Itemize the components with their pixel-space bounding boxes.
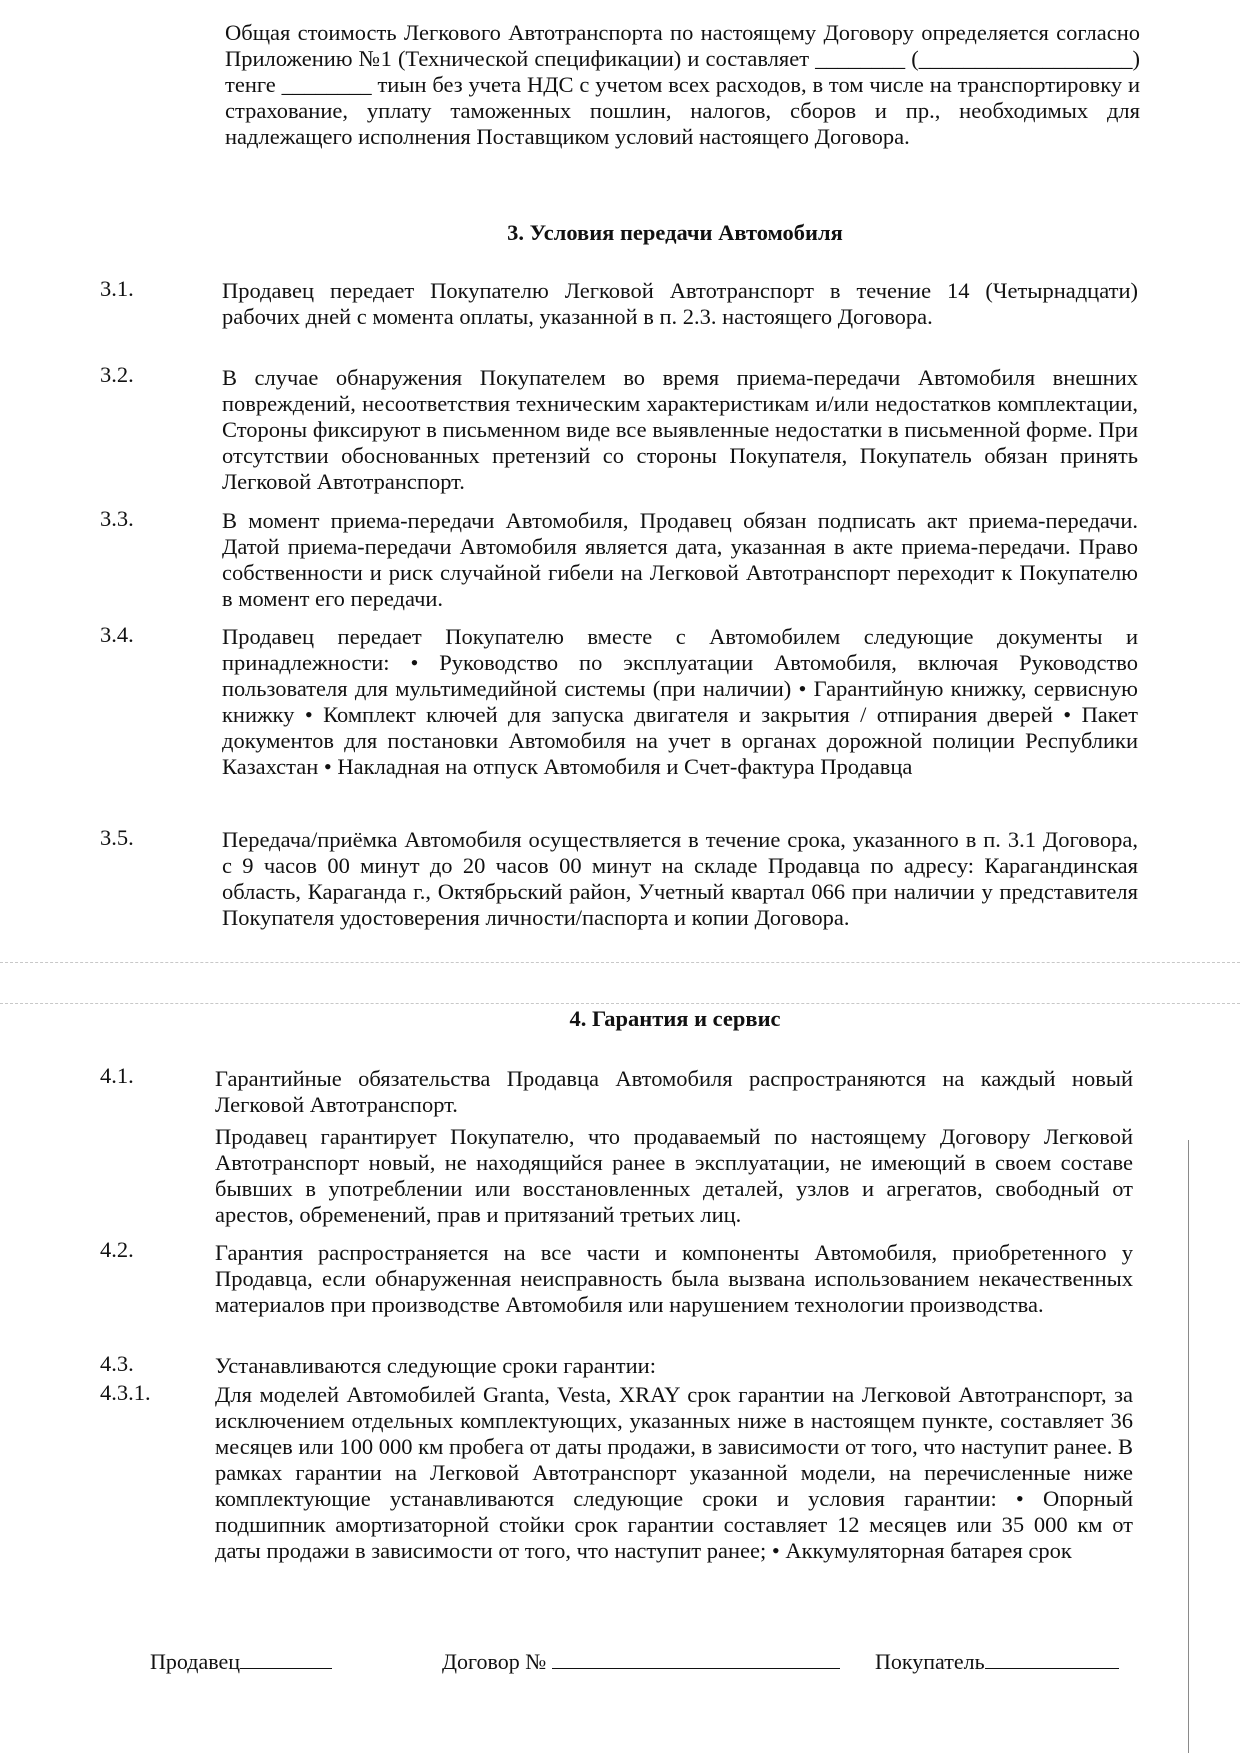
clause-4-3-1-text: Для моделей Автомобилей Granta, Vesta, XRAY срок гарантии на Легковой Автотранспорт, за исключением отдельных комплектующих, указанных ниже в настоящем пункте, составляет 36 месяцев или 100 000 км пробега от даты продажи, в зависимости от того, что наступит ранее. В рамках гарантии на Легковой Автотранспорт указанной модели, на перечисленные ниже комплектующие устанавливаются следующие сроки и условия гарантии: • Опорный подшипник амортизаторной стойки срок гарантии составляет 12 месяцев или 35 000 км от даты продажи в зависимости от того, что наступит ранее; • Аккумуляторная батарея срок bbox=[215, 1382, 1133, 1563]
clause-number: 3.3. bbox=[100, 506, 134, 531]
footer-contract-label: Договор № bbox=[442, 1649, 547, 1674]
section-3-heading: 3. Условия передачи Автомобиля bbox=[507, 220, 843, 245]
clause-number: 4.3.1. bbox=[100, 1380, 151, 1405]
clause-4-1-text: Гарантийные обязательства Продавца Автомобиля распространяются на каждый новый Легковой Автотранспорт. bbox=[215, 1066, 1133, 1117]
footer-seller bbox=[150, 1648, 332, 1675]
clause-number: 4.2. bbox=[100, 1237, 134, 1262]
buyer-signature-line bbox=[985, 1648, 1119, 1669]
clause-4-2-text: Гарантия распространяется на все части и компоненты Автомобиля, приобретенного у Продавца, если обнаруженная неисправность была вызвана использованием некачественных материалов при производстве Автомобиля или нарушением технологии производства. bbox=[215, 1240, 1133, 1317]
footer-buyer bbox=[875, 1648, 1119, 1675]
clause-number: 4.3. bbox=[100, 1351, 134, 1376]
clause-3-4-text: Продавец передает Покупателю вместе с Автомобилем следующие документы и принадлежности: • Руководство по эксплуатации Автомобиля, включая Руководство пользователя для мультимедийной системы (при наличии) • Гарантийную книжку, сервисную книжку • Комплект ключей для запуска двигателя и закрытия / отпирания дверей • Пакет документов для постановки Автомобиля на учет в органах дорожной полиции Республики Казахстан • Накладная на отпуск Автомобиля и Счет-фактура Продавца bbox=[222, 624, 1138, 779]
intro-paragraph: Общая стоимость Легкового Автотранспорта по настоящему Договору определяется согласно Приложению №1 (Технической спецификации) и составляет ________ (___________________) тенге ________ тиын без учета НДС с учетом всех расходов, в том числе на транспортировку и страхование, уплату таможенных пошлин, налогов, сборов и пр., необходимых для надлежащего исполнения Поставщиком условий настоящего Договора. bbox=[225, 20, 1140, 149]
clause-3-3-text: В момент приема-передачи Автомобиля, Продавец обязан подписать акт приема-передачи. Датой приема-передачи Автомобиля является дата, указанная в акте приема-передачи. Право собственности и риск случайной гибели на Легковой Автотранспорт переходит к Покупателю в момент его передачи. bbox=[222, 508, 1138, 611]
footer-seller-label: Продавец bbox=[150, 1649, 241, 1674]
section-4-heading: 4. Гарантия и сервис bbox=[569, 1006, 781, 1031]
clause-number: 3.1. bbox=[100, 276, 134, 301]
scan-artifact-line bbox=[0, 1003, 1240, 1005]
clause-3-5-text: Передача/приёмка Автомобиля осуществляется в течение срока, указанного в п. 3.1 Договора, с 9 часов 00 минут до 20 часов 00 минут на складе Продавца по адресу: Карагандинская область, Караганда г., Октябрьский район, Учетный квартал 066 при наличии у представителя Покупателя удостоверения личности/паспорта и копии Договора. bbox=[222, 827, 1138, 930]
footer-contract bbox=[442, 1648, 840, 1675]
clause-3-1-text: Продавец передает Покупателю Легковой Автотранспорт в течение 14 (Четырнадцати) рабочих дней с момента оплаты, указанной в п. 2.3. настоящего Договора. bbox=[222, 278, 1138, 329]
clause-4-1-paragraph-2: Продавец гарантирует Покупателю, что продаваемый по настоящему Договору Легковой Автотранспорт новый, не находящийся ранее в эксплуатации, не имеющий в своем составе бывших в употреблении или восстановленных деталей, узлов и агрегатов, свободный от арестов, обременений, прав и притязаний третьих лиц. bbox=[215, 1124, 1133, 1227]
margin-line bbox=[1188, 1140, 1189, 1753]
clause-number: 3.4. bbox=[100, 622, 134, 647]
scan-artifact-line bbox=[0, 962, 1240, 964]
contract-number-line bbox=[552, 1648, 840, 1669]
clause-number: 3.5. bbox=[100, 825, 134, 850]
seller-signature-line bbox=[240, 1648, 332, 1669]
clause-number: 3.2. bbox=[100, 362, 134, 387]
clause-number: 4.1. bbox=[100, 1063, 134, 1088]
clause-3-2-text: В случае обнаружения Покупателем во время приема-передачи Автомобиля внешних повреждений, несоответствия техническим характеристикам и/или недостатков комплектации, Стороны фиксируют в письменном виде все выявленные недостатки в письменной форме. При отсутствии обоснованных претензий со стороны Покупателя, Покупатель обязан принять Легковой Автотранспорт. bbox=[222, 365, 1138, 494]
clause-4-3-text: Устанавливаются следующие сроки гарантии: bbox=[215, 1353, 656, 1378]
footer-buyer-label: Покупатель bbox=[875, 1649, 985, 1674]
